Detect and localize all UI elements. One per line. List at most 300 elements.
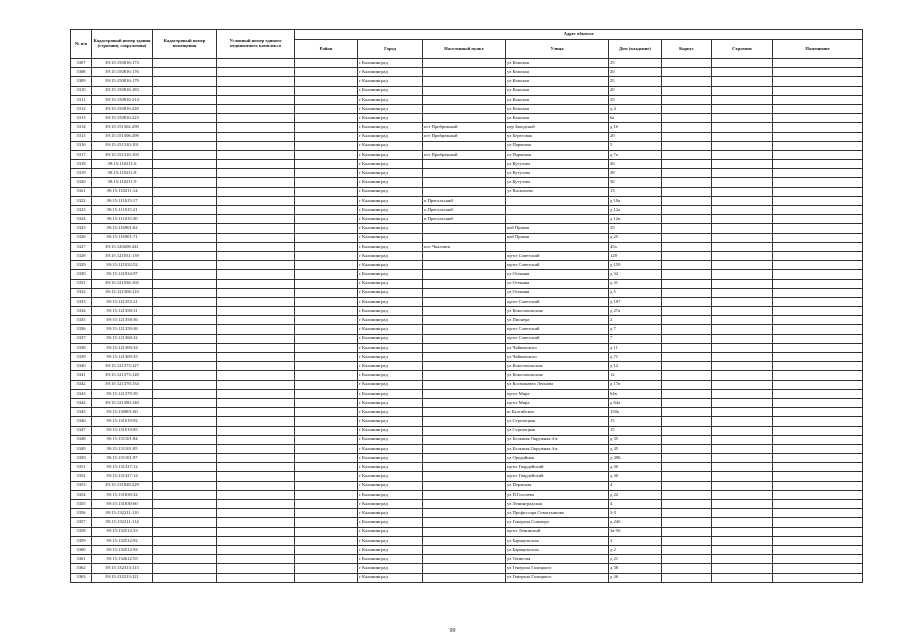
cell-house: д 38 — [609, 564, 662, 573]
cell-room — [773, 261, 863, 270]
table-row — [71, 206, 863, 215]
cell-num: 3319 — [71, 169, 92, 178]
table-row — [71, 297, 863, 306]
cell-cadastral-room — [153, 141, 217, 150]
cell-room — [773, 490, 863, 499]
cell-building — [712, 417, 773, 426]
cell-settlement — [423, 536, 506, 545]
cell-settlement — [423, 169, 506, 178]
cell-cadastral-room — [153, 261, 217, 270]
cell-building — [712, 187, 773, 196]
cell-korpus — [662, 555, 712, 564]
cell-room — [773, 371, 863, 380]
cell-cadastral-room — [153, 150, 217, 159]
table-row — [71, 417, 863, 426]
cell-conditional-number — [217, 408, 295, 417]
cell-cadastral-room — [153, 343, 217, 352]
cell-city: г Калининград — [358, 536, 423, 545]
cell-building — [712, 518, 773, 527]
cell-settlement — [423, 270, 506, 279]
cell-building — [712, 454, 773, 463]
cell-conditional-number — [217, 500, 295, 509]
cell-conditional-number — [217, 206, 295, 215]
cell-district — [295, 545, 358, 554]
cell-conditional-number — [217, 490, 295, 499]
cell-house: 13 — [609, 187, 662, 196]
cell-district — [295, 573, 358, 582]
cell-room — [773, 86, 863, 95]
cell-cadastral-building: 39:15:121378:134 — [92, 380, 153, 389]
cell-korpus — [662, 123, 712, 132]
cell-num: 3320 — [71, 178, 92, 187]
table-row — [71, 362, 863, 371]
cell-num: 3335 — [71, 316, 92, 325]
cell-num: 3334 — [71, 307, 92, 316]
cell-room — [773, 454, 863, 463]
cell-house: 25 — [609, 224, 662, 233]
cell-street: ул Васильева — [506, 187, 609, 196]
cell-house: 3-5 — [609, 509, 662, 518]
cell-conditional-number — [217, 481, 295, 490]
cell-room — [773, 481, 863, 490]
cell-cadastral-room — [153, 206, 217, 215]
cell-korpus — [662, 564, 712, 573]
cell-conditional-number — [217, 472, 295, 481]
cell-city: г Калининград — [358, 104, 423, 113]
cell-city: г Калининград — [358, 178, 423, 187]
property-registry-table — [70, 29, 863, 583]
cell-cadastral-room — [153, 564, 217, 573]
cell-cadastral-building: 39:15:150816:176 — [92, 68, 153, 77]
cell-conditional-number — [217, 307, 295, 316]
cell-house: 15 — [609, 417, 662, 426]
cell-settlement — [423, 114, 506, 123]
cell-street: ул Комсомольская — [506, 307, 609, 316]
cell-cadastral-building: 39:15:131327:14 — [92, 472, 153, 481]
cell-district — [295, 518, 358, 527]
cell-room — [773, 160, 863, 169]
cell-street: ул Орудийная — [506, 454, 609, 463]
cell-room — [773, 215, 863, 224]
cell-city: г Калининград — [358, 389, 423, 398]
cell-district — [295, 472, 358, 481]
cell-cadastral-building: 39:15:150816:179 — [92, 77, 153, 86]
cell-district — [295, 242, 358, 251]
cell-korpus — [662, 150, 712, 159]
cell-city: г Калининград — [358, 334, 423, 343]
cell-street: пр-кт Советский — [506, 261, 609, 270]
cell-conditional-number — [217, 270, 295, 279]
cell-korpus — [662, 536, 712, 545]
cell-building — [712, 435, 773, 444]
cell-cadastral-building: 39:15:121031:139 — [92, 251, 153, 260]
cell-settlement — [423, 343, 506, 352]
cell-conditional-number — [217, 77, 295, 86]
cell-district — [295, 343, 358, 352]
cell-cadastral-building: 39:15:121359:26 — [92, 325, 153, 334]
col-header-korpus: Корпус — [662, 40, 712, 59]
cell-settlement: п Прегольский — [423, 206, 506, 215]
cell-district — [295, 160, 358, 169]
cell-conditional-number — [217, 545, 295, 554]
cell-korpus — [662, 509, 712, 518]
cell-settlement — [423, 68, 506, 77]
cell-settlement — [423, 224, 506, 233]
cell-korpus — [662, 114, 712, 123]
table-row — [71, 160, 863, 169]
cell-room — [773, 500, 863, 509]
cell-num: 3344 — [71, 398, 92, 407]
cell-num: 3336 — [71, 325, 92, 334]
cell-korpus — [662, 141, 712, 150]
cell-house: д 22 — [609, 490, 662, 499]
cell-num: 3361 — [71, 555, 92, 564]
cell-korpus — [662, 472, 712, 481]
cell-district — [295, 279, 358, 288]
table-row — [71, 500, 863, 509]
cell-city: г Калининград — [358, 362, 423, 371]
cell-settlement — [423, 178, 506, 187]
cell-korpus — [662, 233, 712, 242]
cell-settlement — [423, 435, 506, 444]
cell-room — [773, 334, 863, 343]
cell-cadastral-building: 39:15:111015:30 — [92, 215, 153, 224]
cell-street: ул Камская — [506, 95, 609, 104]
cell-street: ул Осенняя — [506, 288, 609, 297]
cell-cadastral-building: 39:15:121036:102 — [92, 279, 153, 288]
cell-cadastral-building: 39:15:131828:229 — [92, 481, 153, 490]
cell-korpus — [662, 353, 712, 362]
cell-cadastral-building: 39:15:121369:35 — [92, 353, 153, 362]
cell-num: 3340 — [71, 362, 92, 371]
cell-building — [712, 509, 773, 518]
table-row — [71, 408, 863, 417]
cell-korpus — [662, 95, 712, 104]
cell-building — [712, 555, 773, 564]
cell-room — [773, 325, 863, 334]
table-row — [71, 123, 863, 132]
cell-house: 45а — [609, 242, 662, 251]
cell-room — [773, 555, 863, 564]
cell-cadastral-room — [153, 242, 217, 251]
cell-building — [712, 398, 773, 407]
cell-city: г Калининград — [358, 288, 423, 297]
cell-cadastral-building: 39:15:121358:56 — [92, 316, 153, 325]
cell-conditional-number — [217, 509, 295, 518]
cell-city: г Калининград — [358, 463, 423, 472]
cell-conditional-number — [217, 463, 295, 472]
cell-district — [295, 325, 358, 334]
cell-city: г Калининград — [358, 555, 423, 564]
cell-room — [773, 353, 863, 362]
cell-conditional-number — [217, 353, 295, 362]
cell-street: ул Комсомольская — [506, 371, 609, 380]
cell-cadastral-building: 39:15:132612:55 — [92, 555, 153, 564]
cell-num: 3325 — [71, 224, 92, 233]
cell-settlement — [423, 555, 506, 564]
cell-settlement: пгт Прибрежный — [423, 150, 506, 159]
cell-room — [773, 316, 863, 325]
cell-cadastral-room — [153, 169, 217, 178]
cell-settlement — [423, 527, 506, 536]
cell-cadastral-building: 39:15:131019:92 — [92, 417, 153, 426]
cell-street — [506, 206, 609, 215]
cell-city: г Калининград — [358, 114, 423, 123]
cell-cadastral-room — [153, 279, 217, 288]
cell-room — [773, 362, 863, 371]
cell-num: 3351 — [71, 463, 92, 472]
cell-building — [712, 371, 773, 380]
table-row — [71, 343, 863, 352]
col-header-address-group: Адрес объекта — [295, 30, 863, 40]
cell-street: ул Генерала Соммера — [506, 518, 609, 527]
cell-korpus — [662, 169, 712, 178]
cell-building — [712, 123, 773, 132]
cell-conditional-number — [217, 297, 295, 306]
cell-cadastral-building: 39:15:121034:97 — [92, 270, 153, 279]
cell-district — [295, 132, 358, 141]
table-row — [71, 261, 863, 270]
cell-house: д 17в — [609, 380, 662, 389]
cell-num: 3341 — [71, 371, 92, 380]
cell-num: 3339 — [71, 353, 92, 362]
cell-cadastral-building: 39:15:150816:220 — [92, 104, 153, 113]
cell-room — [773, 307, 863, 316]
cell-street: ул Барнаульская — [506, 545, 609, 554]
cell-building — [712, 472, 773, 481]
cell-district — [295, 316, 358, 325]
cell-cadastral-building: 39:15:121306:110 — [92, 288, 153, 297]
table-row — [71, 435, 863, 444]
cell-settlement — [423, 444, 506, 453]
cell-settlement — [423, 463, 506, 472]
cell-num: 3329 — [71, 261, 92, 270]
cell-conditional-number — [217, 454, 295, 463]
cell-conditional-number — [217, 417, 295, 426]
cell-room — [773, 297, 863, 306]
cell-korpus — [662, 215, 712, 224]
cell-num: 3359 — [71, 536, 92, 545]
cell-building — [712, 334, 773, 343]
table-row — [71, 141, 863, 150]
cell-cadastral-room — [153, 215, 217, 224]
cell-city: г Калининград — [358, 150, 423, 159]
table-row — [71, 334, 863, 343]
cell-district — [295, 536, 358, 545]
cell-cadastral-building: 39:15:131101:97 — [92, 454, 153, 463]
cell-cadastral-room — [153, 500, 217, 509]
cell-cadastral-building: 39:15:151310:101 — [92, 141, 153, 150]
cell-cadastral-room — [153, 408, 217, 417]
cell-conditional-number — [217, 160, 295, 169]
cell-conditional-number — [217, 95, 295, 104]
cell-num: 3358 — [71, 527, 92, 536]
cell-settlement — [423, 398, 506, 407]
cell-building — [712, 224, 773, 233]
cell-num: 3354 — [71, 490, 92, 499]
cell-cadastral-room — [153, 398, 217, 407]
cell-conditional-number — [217, 178, 295, 187]
cell-cadastral-building: 39:15:121355:21 — [92, 297, 153, 306]
cell-building — [712, 316, 773, 325]
table-row — [71, 279, 863, 288]
cell-cadastral-building: 39:15:132313:121 — [92, 573, 153, 582]
cell-cadastral-room — [153, 389, 217, 398]
cell-cadastral-building: 39:15:110211:9 — [92, 178, 153, 187]
cell-num: 3323 — [71, 206, 92, 215]
cell-city: г Калининград — [358, 251, 423, 260]
cell-korpus — [662, 68, 712, 77]
cell-street: ул Пионера — [506, 316, 609, 325]
cell-district — [295, 206, 358, 215]
cell-cadastral-building: 39:15:111015:21 — [92, 206, 153, 215]
cell-city: г Калининград — [358, 160, 423, 169]
cell-house: д 1б — [609, 123, 662, 132]
cell-cadastral-room — [153, 417, 217, 426]
cell-street: пер Заводской — [506, 123, 609, 132]
table-row — [71, 251, 863, 260]
col-header-room: Помещение — [773, 40, 863, 59]
cell-district — [295, 380, 358, 389]
cell-cadastral-room — [153, 371, 217, 380]
cell-room — [773, 206, 863, 215]
cell-district — [295, 270, 358, 279]
cell-street: ул Стрелецкая — [506, 417, 609, 426]
cell-conditional-number — [217, 555, 295, 564]
cell-num: 3348 — [71, 435, 92, 444]
cell-city: г Калининград — [358, 417, 423, 426]
cell-street: ул Камская — [506, 114, 609, 123]
cell-house: д 11 — [609, 343, 662, 352]
cell-cadastral-building: 39:15:110211:6 — [92, 160, 153, 169]
cell-korpus — [662, 104, 712, 113]
table-row — [71, 389, 863, 398]
cell-settlement — [423, 325, 506, 334]
cell-city: г Калининград — [358, 307, 423, 316]
cell-street: пр-кт Мира — [506, 389, 609, 398]
col-header-district: Район — [295, 40, 358, 59]
cell-cadastral-building: 39:15:132211:114 — [92, 518, 153, 527]
cell-room — [773, 545, 863, 554]
cell-city: г Калининград — [358, 444, 423, 453]
page-number: 99 — [449, 628, 456, 634]
cell-cadastral-room — [153, 288, 217, 297]
cell-building — [712, 59, 773, 68]
cell-district — [295, 233, 358, 242]
cell-district — [295, 307, 358, 316]
cell-korpus — [662, 362, 712, 371]
cell-cadastral-room — [153, 297, 217, 306]
cell-building — [712, 527, 773, 536]
cell-cadastral-building: 39:15:150816:214 — [92, 95, 153, 104]
cell-conditional-number — [217, 150, 295, 159]
cell-street: ул Тенистая — [506, 555, 609, 564]
cell-settlement — [423, 95, 506, 104]
cell-cadastral-room — [153, 444, 217, 453]
cell-cadastral-building: 39:15:131830:60 — [92, 500, 153, 509]
cell-conditional-number — [217, 196, 295, 205]
cell-num: 3328 — [71, 251, 92, 260]
cell-district — [295, 224, 358, 233]
col-header-building: Строение — [712, 40, 773, 59]
cell-city: г Калининград — [358, 206, 423, 215]
cell-korpus — [662, 398, 712, 407]
cell-house: д 21 — [609, 555, 662, 564]
cell-conditional-number — [217, 123, 295, 132]
cell-num: 3331 — [71, 279, 92, 288]
cell-korpus — [662, 206, 712, 215]
cell-building — [712, 481, 773, 490]
cell-cadastral-room — [153, 481, 217, 490]
cell-district — [295, 435, 358, 444]
cell-settlement — [423, 564, 506, 573]
cell-korpus — [662, 435, 712, 444]
cell-cadastral-building: 39:15:132211:110 — [92, 509, 153, 518]
cell-district — [295, 490, 358, 499]
cell-settlement — [423, 481, 506, 490]
cell-conditional-number — [217, 564, 295, 573]
cell-num: 3317 — [71, 150, 92, 159]
cell-district — [295, 362, 358, 371]
cell-num: 3355 — [71, 500, 92, 509]
cell-conditional-number — [217, 527, 295, 536]
cell-settlement — [423, 104, 506, 113]
cell-street: ул Чайковского — [506, 343, 609, 352]
cell-cadastral-room — [153, 472, 217, 481]
cell-house: д 36 — [609, 573, 662, 582]
cell-district — [295, 555, 358, 564]
cell-house: д 25 — [609, 233, 662, 242]
cell-house: 2 — [609, 316, 662, 325]
cell-num: 3333 — [71, 297, 92, 306]
cell-house: 128 — [609, 251, 662, 260]
cell-num: 3307 — [71, 59, 92, 68]
cell-house: 20 — [609, 86, 662, 95]
cell-conditional-number — [217, 215, 295, 224]
cell-city: г Калининград — [358, 141, 423, 150]
cell-house: 150а — [609, 408, 662, 417]
cell-korpus — [662, 518, 712, 527]
cell-korpus — [662, 307, 712, 316]
cell-street: ул Ленинградская — [506, 500, 609, 509]
cell-city: г Калининград — [358, 169, 423, 178]
cell-korpus — [662, 160, 712, 169]
cell-building — [712, 169, 773, 178]
cell-cadastral-room — [153, 334, 217, 343]
cell-num: 3312 — [71, 104, 92, 113]
cell-cadastral-building: 39:15:131019:85 — [92, 426, 153, 435]
cell-num: 3309 — [71, 77, 92, 86]
cell-building — [712, 490, 773, 499]
cell-num: 3308 — [71, 68, 92, 77]
cell-num: 3352 — [71, 472, 92, 481]
cell-cadastral-room — [153, 435, 217, 444]
cell-cadastral-building: 39:15:121373:128 — [92, 371, 153, 380]
cell-house: д 2 — [609, 545, 662, 554]
cell-cadastral-room — [153, 527, 217, 536]
cell-room — [773, 509, 863, 518]
cell-num: 3311 — [71, 95, 92, 104]
cell-cadastral-building: 39:15:130801:60 — [92, 408, 153, 417]
cell-cadastral-room — [153, 518, 217, 527]
cell-cadastral-room — [153, 573, 217, 582]
cell-building — [712, 362, 773, 371]
cell-district — [295, 417, 358, 426]
cell-room — [773, 104, 863, 113]
cell-conditional-number — [217, 435, 295, 444]
cell-settlement — [423, 380, 506, 389]
cell-street: ул Профессора Севастьянова — [506, 509, 609, 518]
